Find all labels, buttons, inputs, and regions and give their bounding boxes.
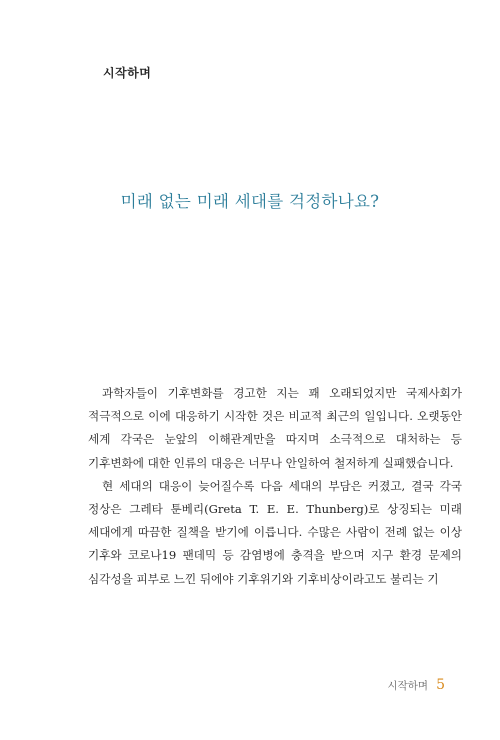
section-label: 시작하며	[103, 66, 152, 80]
page-footer	[388, 677, 446, 693]
body-text	[88, 382, 462, 591]
paragraph: 과학자들이 기후변화를 경고한 지는 꽤 오래되었지만 국제사회가 적극적으로 이에 대응하기 시작한 것은 비교적 최근의 일입니다. 오랫동안 세계 각국은 눈앞의 이해관계만을 따지며 소극적으로 대처하는 등 기후변화에 대한 인류의 대응은 너무나 안일하여 철저하게 실패했습니다.	[88, 386, 462, 470]
chapter-title: 미래 없는 미래 세대를 걱정하나요?	[120, 192, 380, 211]
paragraph: 현 세대의 대응이 늦어질수록 다음 세대의 부담은 커졌고, 결국 각국 정상은 그레타 툰베리(Greta T. E. E. Thunberg)로 상징되는 미래 세대에게 따끔한 질책을 받기에 이릅니다. 수많은 사람이 전례 없는 이상 기후와 코로나19 팬데믹 등 감염병에 충격을 받으며 지구 환경 문제의 심각성을 피부로 느낀 뒤에야 기후위기와 기후비상이라고도 불리는 기	[88, 478, 462, 586]
running-footer-label: 시작하며	[387, 680, 429, 692]
page-number: 5	[436, 677, 445, 693]
